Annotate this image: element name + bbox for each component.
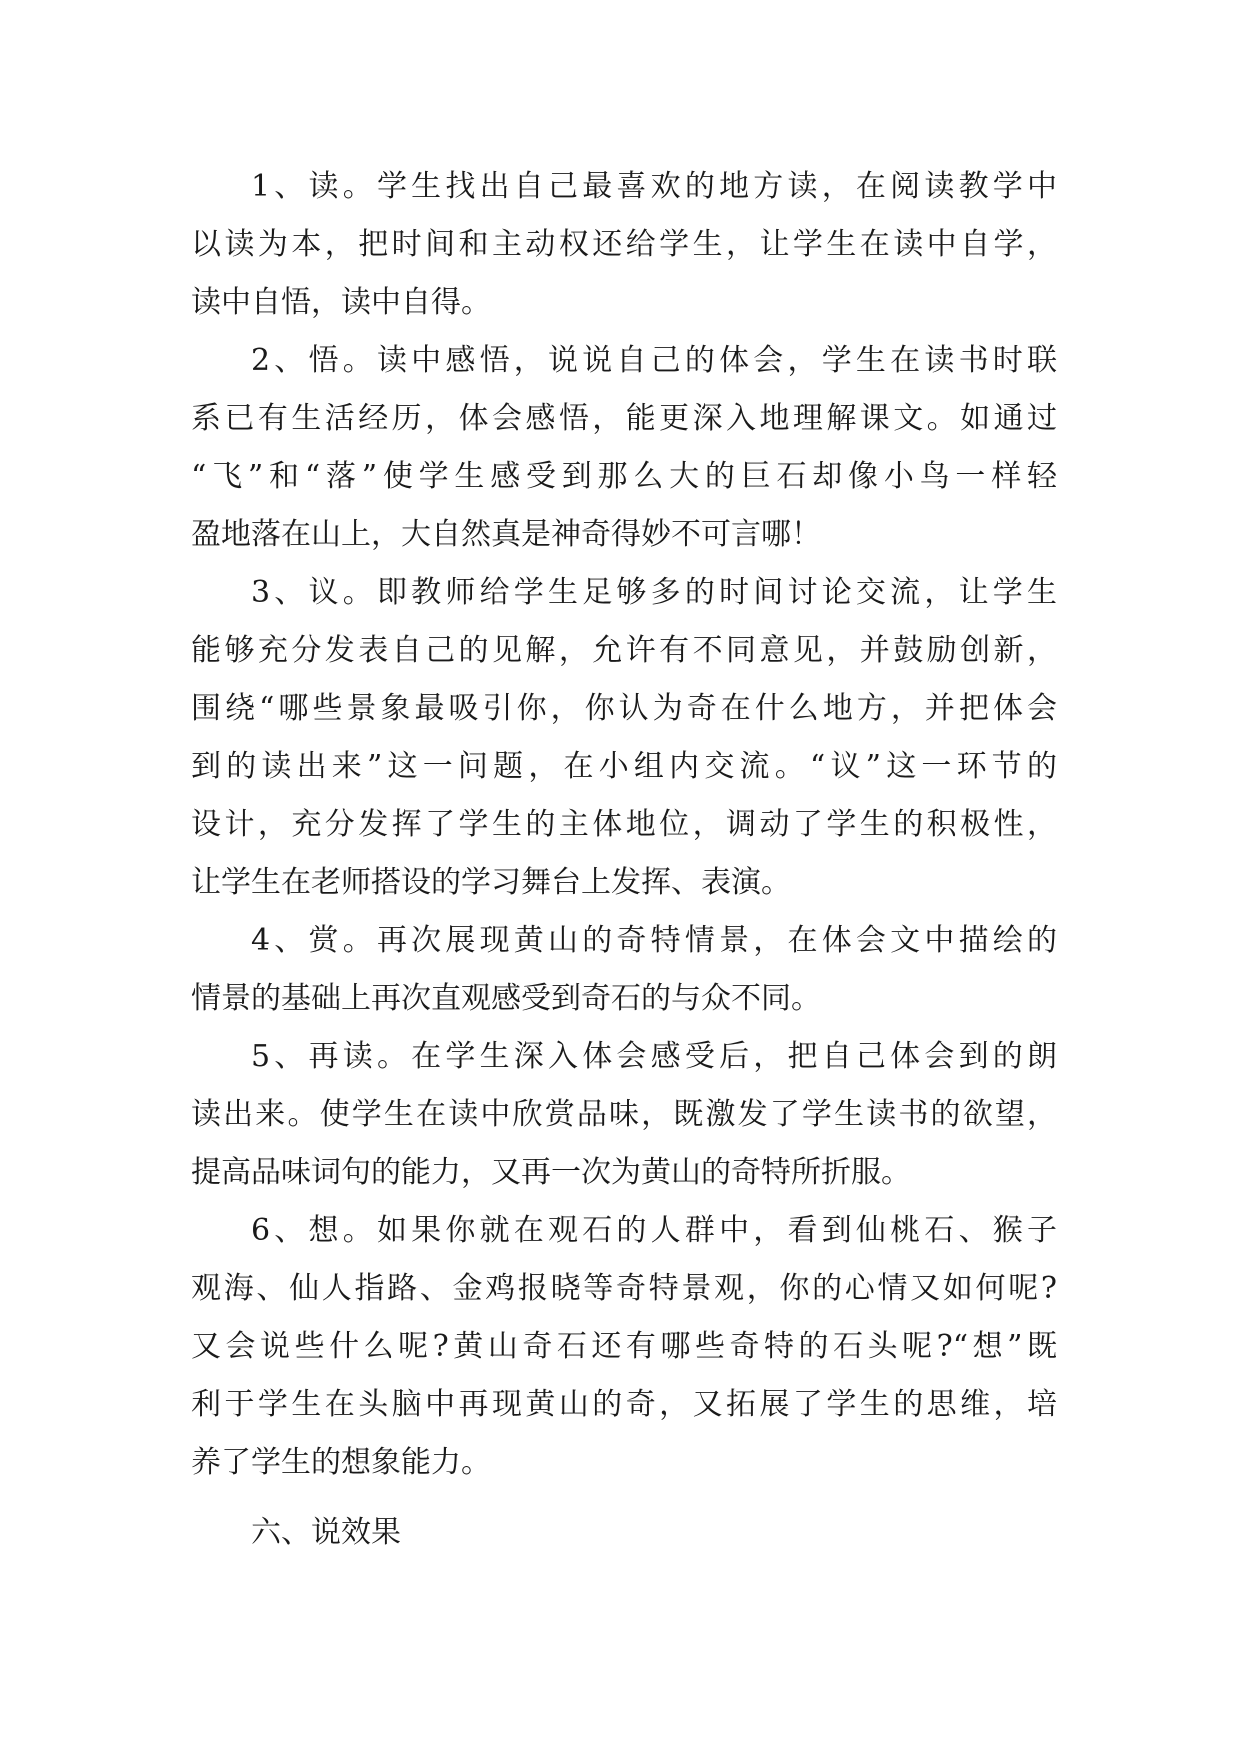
text-line: 让学生在老师搭设的学习舞台上发挥、表演。	[191, 865, 791, 900]
text-line: 情景的基础上再次直观感受到奇石的与众不同。	[191, 981, 821, 1016]
text-line: 利于学生在头脑中再现黄山的奇，又拓展了学生的思维，培	[191, 1387, 1057, 1422]
text-line: 3、议。即教师给学生足够多的时间讨论交流，让学生	[251, 575, 1057, 610]
text-line: 观海、仙人指路、金鸡报晓等奇特景观，你的心情又如何呢?	[191, 1271, 1057, 1306]
text-line: 能够充分发表自己的见解，允许有不同意见，并鼓励创新，	[191, 633, 1057, 668]
text-line: 1、读。学生找出自己最喜欢的地方读，在阅读教学中	[251, 169, 1057, 204]
paragraph-2-understand	[191, 332, 1057, 564]
text-line: “飞”和“落”使学生感受到那么大的巨石却像小鸟一样轻	[191, 459, 1057, 494]
paragraph-4-appreciate	[191, 912, 1057, 1028]
text-line: 2、悟。读中感悟，说说自己的体会，学生在读书时联	[251, 343, 1057, 378]
text-line: 以读为本，把时间和主动权还给学生，让学生在读中自学，	[191, 227, 1057, 262]
text-line: 到的读出来”这一问题，在小组内交流。“议”这一环节的	[191, 749, 1057, 784]
paragraph-5-reread	[191, 1028, 1057, 1202]
text-line: 提高品味词句的能力，又再一次为黄山的奇特所折服。	[191, 1155, 911, 1190]
text-line: 4、赏。再次展现黄山的奇特情景，在体会文中描绘的	[251, 923, 1057, 958]
text-line: 盈地落在山上，大自然真是神奇得妙不可言哪！	[191, 517, 821, 552]
text-line: 养了学生的想象能力。	[191, 1445, 491, 1480]
text-line: 5、再读。在学生深入体会感受后，把自己体会到的朗	[251, 1039, 1057, 1074]
text-line: 系已有生活经历，体会感悟，能更深入地理解课文。如通过	[191, 401, 1057, 436]
text-line: 读中自悟，读中自得。	[191, 285, 491, 320]
text-line: 又会说些什么呢?黄山奇石还有哪些奇特的石头呢?“想”既	[191, 1329, 1057, 1364]
document-body	[191, 158, 1057, 1562]
text-line: 读出来。使学生在读中欣赏品味，既激发了学生读书的欲望，	[191, 1097, 1057, 1132]
text-line: 6、想。如果你就在观石的人群中，看到仙桃石、猴子	[251, 1213, 1057, 1248]
paragraph-3-discuss	[191, 564, 1057, 912]
paragraph-6-think	[191, 1202, 1057, 1492]
section-heading: 六、说效果	[251, 1515, 401, 1550]
text-line: 设计，充分发挥了学生的主体地位，调动了学生的积极性，	[191, 807, 1057, 842]
paragraph-1-read	[191, 158, 1057, 332]
text-line: 围绕“哪些景象最吸引你，你认为奇在什么地方，并把体会	[191, 691, 1057, 726]
